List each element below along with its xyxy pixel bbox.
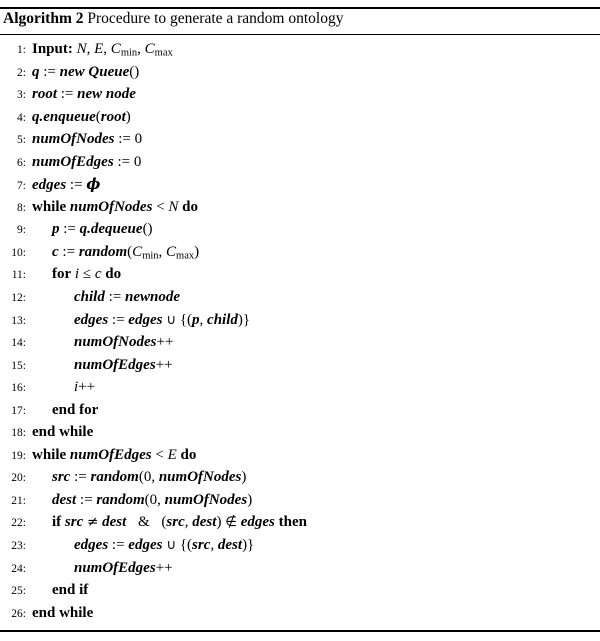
line-content: edges := edges ∪ {(p, child)} [74, 311, 251, 328]
line-content: while numOfEdges < E do [32, 446, 197, 463]
line-number: 20: [11, 472, 26, 485]
line-number: 9: [17, 224, 26, 237]
algorithm-line [0, 241, 600, 264]
algorithm-label: Algorithm 2 [3, 10, 84, 27]
algorithm-line [0, 286, 600, 309]
algorithm-line [0, 83, 600, 106]
line-number: 5: [17, 134, 26, 147]
line-number: 4: [17, 111, 26, 124]
line-content: i++ [74, 379, 96, 396]
line-content: end for [52, 401, 99, 418]
line-content: numOfEdges := 0 [32, 153, 142, 170]
line-number: 8: [17, 201, 26, 214]
line-number: 10: [11, 246, 26, 259]
algorithm-line [0, 444, 600, 467]
line-number: 24: [11, 562, 26, 575]
algorithm-line [0, 173, 600, 196]
line-number: 15: [11, 359, 26, 372]
algorithm-line [0, 263, 600, 286]
line-content: child := newnode [74, 289, 180, 306]
line-content: end while [32, 424, 94, 441]
line-content: edges := ϕ [32, 175, 101, 194]
algorithm-line [0, 309, 600, 332]
line-number: 26: [11, 607, 26, 620]
algorithm-line [0, 128, 600, 151]
line-content: p := q.dequeue() [52, 221, 153, 238]
algorithm-line [0, 511, 600, 534]
algorithm-line [0, 399, 600, 422]
algorithm-line [0, 354, 600, 377]
algorithm-line [0, 421, 600, 444]
line-number: 12: [11, 292, 26, 305]
line-number: 2: [17, 66, 26, 79]
algorithm-block [0, 7, 600, 632]
algorithm-line [0, 106, 600, 129]
line-number: 3: [17, 89, 26, 102]
line-content: edges := edges ∪ {(src, dest)} [74, 537, 255, 554]
algorithm-line [0, 218, 600, 241]
line-content: Input: N, E, $C_{min}$, $C_{max}$ [32, 41, 173, 59]
line-content: c := $random(C_{min}$, $C_{max}$) [52, 243, 200, 262]
line-content: for i ≤ c do [52, 266, 122, 283]
algorithm-caption [0, 9, 600, 31]
line-number: 25: [11, 585, 26, 598]
line-content: numOfNodes := 0 [32, 131, 143, 148]
algorithm-line [0, 602, 600, 625]
line-number: 16: [11, 382, 26, 395]
line-content: numOfEdges++ [74, 356, 173, 373]
line-number: 19: [11, 449, 26, 462]
algorithm-line [0, 579, 600, 602]
line-content: end if [52, 582, 89, 599]
bottom-rule [0, 630, 600, 632]
algorithm-caption-text: Procedure to generate a random ontology [87, 10, 344, 27]
line-content: if src ≠ dest & (src, dest) ∉ edges then [52, 514, 307, 531]
line-content: q := new Queue() [32, 63, 140, 80]
algorithm-line [0, 61, 600, 84]
line-number: 13: [11, 314, 26, 327]
line-number: 23: [11, 540, 26, 553]
line-content: q.enqueue(root) [32, 108, 131, 125]
algorithm-line [0, 38, 600, 61]
line-content: while numOfNodes < N do [32, 198, 199, 215]
algorithm-line [0, 376, 600, 399]
line-content: end while [32, 604, 94, 621]
line-content: src := random(0, numOfNodes) [52, 469, 247, 486]
algorithm-line [0, 557, 600, 580]
line-number: 17: [11, 404, 26, 417]
algorithm-line [0, 151, 600, 174]
line-number: 21: [11, 494, 26, 507]
algorithm-line [0, 331, 600, 354]
line-number: 14: [11, 337, 26, 350]
algorithm-line [0, 466, 600, 489]
line-content: numOfEdges++ [74, 559, 173, 576]
line-content: root := new node [32, 86, 136, 103]
line-content: numOfNodes++ [74, 334, 174, 351]
algorithm-line [0, 489, 600, 512]
line-number: 18: [11, 427, 26, 440]
line-number: 11: [11, 269, 26, 282]
line-number: 22: [11, 517, 26, 530]
algorithm-line [0, 196, 600, 219]
line-number: 1: [17, 44, 26, 56]
algorithm-body [0, 35, 600, 626]
line-number: 7: [17, 180, 26, 193]
algorithm-line [0, 534, 600, 557]
line-content: dest := random(0, numOfNodes) [52, 491, 253, 508]
line-number: 6: [17, 156, 26, 169]
